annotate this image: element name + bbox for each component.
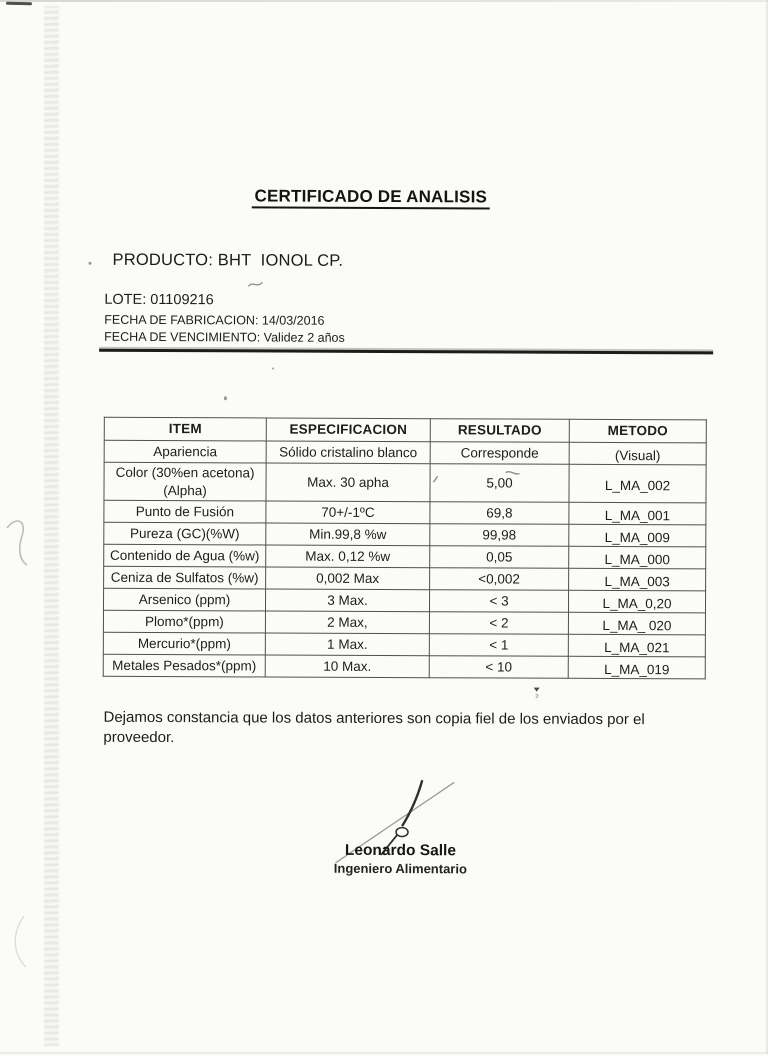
cell-method: L_MA_0,20 (568, 590, 705, 613)
cell-item: Plomo*(ppm) (103, 610, 265, 633)
cell-spec: 3 Max. (265, 589, 429, 612)
page-title: CERTIFICADO DE ANALISIS (1, 185, 741, 208)
table-row (104, 440, 706, 465)
table-row (103, 588, 705, 613)
cell-spec: Sólido cristalino blanco (266, 441, 430, 464)
cell-spec: Min.99,8 %w (266, 523, 430, 546)
cell-method: (Visual) (569, 442, 706, 465)
table-row (103, 610, 705, 635)
cell-spec: 2 Max, (265, 611, 429, 634)
table-row (103, 632, 705, 657)
cell-spec: 1 Max. (265, 633, 429, 656)
cell-spec: Max. 0,12 %w (266, 545, 430, 568)
cell-item: Punto de Fusión (104, 500, 266, 523)
cell-spec: Max. 30 apha (266, 463, 430, 502)
scan-speck-mark (532, 686, 542, 700)
cell-method: L_MA_002 (569, 464, 706, 503)
cell-item: Pureza (GC)(%W) (104, 522, 266, 545)
table-row (104, 544, 706, 569)
cell-spec: 0,002 Max (266, 567, 430, 590)
signer-name: Leonardo Salle (344, 841, 457, 860)
cell-method: L_MA_019 (568, 656, 705, 679)
signature-block (293, 842, 508, 877)
product-line: PRODUCTO: BHT IONOL CP. (112, 250, 344, 270)
table-row (103, 654, 705, 679)
cell-spec: 10 Max. (265, 655, 429, 678)
cell-item: Apariencia (104, 440, 266, 463)
cell-result: < 3 (429, 590, 568, 613)
horizontal-rule (99, 349, 713, 355)
table-row (104, 500, 706, 525)
cell-result: < 10 (429, 656, 568, 679)
cell-result: Corresponde (430, 442, 569, 465)
cell-spec: 70+/-1ºC (266, 501, 430, 524)
cell-method: L_MA_000 (569, 546, 706, 569)
scan-tilde-mark (505, 469, 521, 479)
col-header-item: ITEM (104, 417, 266, 441)
table-row (104, 522, 706, 547)
cell-method: L_MA_001 (569, 502, 706, 525)
scan-speck (224, 396, 227, 400)
cell-item: Contenido de Agua (%w) (104, 544, 266, 567)
col-header-metodo: METODO (569, 419, 706, 443)
cell-result: < 2 (429, 612, 568, 635)
cell-method: L_MA_009 (569, 524, 706, 547)
table-row (104, 462, 706, 503)
cell-result: < 1 (429, 634, 568, 657)
cell-item: Ceniza de Sulfatos (%w) (104, 566, 266, 589)
fabrication-date-line: FECHA DE FABRICACION: 14/03/2016 (104, 312, 325, 328)
footer-note: Dejamos constancia que los datos anteriores son copia fiel de los enviados por el proveedor. (103, 708, 645, 747)
scan-squiggle-mark (246, 278, 264, 290)
scan-tick-mark (432, 474, 442, 484)
cell-result: 99,98 (430, 524, 569, 547)
signer-role: Ingeniero Alimentario (333, 860, 467, 877)
col-header-resultado: RESULTADO (430, 419, 569, 443)
lot-line: LOTE: 01109216 (104, 291, 214, 309)
table-row (104, 566, 706, 591)
scan-speck (89, 262, 92, 265)
cell-result: 5,00 (430, 464, 569, 503)
table-header-row (104, 417, 706, 443)
col-header-especificacion: ESPECIFICACION (266, 418, 430, 442)
expiration-date-line: FECHA DE VENCIMIENTO: Validez 2 años (104, 329, 345, 345)
cell-method: L_MA_021 (568, 634, 705, 657)
cell-method: L_MA_ 020 (568, 612, 705, 635)
cell-method: L_MA_003 (569, 568, 706, 591)
cell-item: Mercurio*(ppm) (103, 632, 265, 655)
cell-result: 0,05 (430, 546, 569, 569)
cell-result: 69,8 (430, 502, 569, 525)
cell-item: Arsenico (ppm) (103, 588, 265, 611)
cell-result: <0,002 (430, 568, 569, 591)
cell-item: Color (30%en acetona) (Alpha) (104, 462, 266, 501)
analysis-table (103, 417, 707, 680)
scan-speck (272, 368, 274, 370)
cell-item: Metales Pesados*(ppm) (103, 654, 265, 677)
